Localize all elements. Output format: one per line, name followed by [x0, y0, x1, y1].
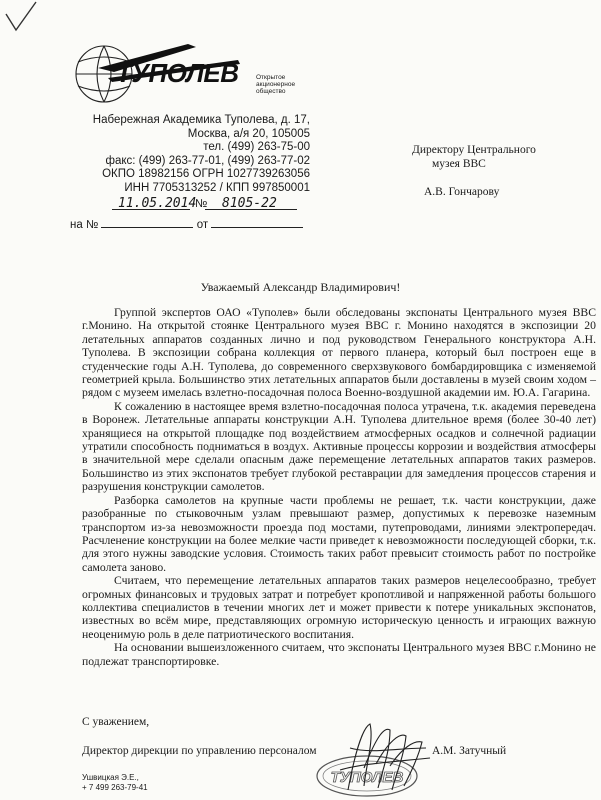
reg-date: 11.05.2014: [118, 196, 197, 211]
recipient-title-line: музея ВВС: [432, 158, 486, 170]
logo-wordmark: ТУПОЛЕВ: [116, 58, 239, 88]
logo-subtitle: [256, 74, 316, 95]
sender-address-block: [70, 114, 310, 196]
recipient-block: [412, 143, 536, 171]
sender-address-line: тел. (499) 263-75-00: [203, 141, 310, 154]
sender-address-line: ИНН 7705313252 / КПП 997850001: [124, 181, 310, 194]
executor-phone: + 7 499 263-79-41: [82, 783, 148, 792]
signatory-name: А.М. Затучный: [432, 745, 507, 757]
ref-number-blank: [101, 216, 193, 228]
logo-subtitle-line: акционерное: [256, 81, 296, 88]
recipient-title-line: Директору Центрального: [412, 144, 536, 156]
signatory-role: Директор дирекции по управлению персоналом: [82, 745, 317, 757]
ref-from: от: [196, 219, 209, 231]
closing: С уважением,: [82, 716, 150, 728]
svg-text:ТУПОЛЕВ: ТУПОЛЕВ: [330, 769, 404, 786]
reference-line: [70, 216, 303, 231]
body-paragraph: К сожалению в настоящее время взлетно-посадочная полоса утрачена, т.к. академия переведена в Воронеж. Летательные аппараты конструкции А.Н. Туполева длительное время (более 30-40 лет) хранящиеся на открытой площадке под воздействием атмосферных осадков и солнечной радиации утратили способность подниматься в воздух. Активные процессы коррозии и воздействия атмосферы в значительной мере сделали опасным даже перемещение летательных аппаратов таких размеров. Большинство из этих экспонатов требует глубокой реставрации для замедления процессов старения и разрушения конструкции самолетов.: [82, 399, 596, 494]
reg-number-symbol: №: [195, 198, 208, 210]
handwritten-check-mark: [2, 0, 42, 40]
sender-address-line: ОКПО 18982156 ОГРН 1027739263056: [102, 168, 310, 181]
ref-prefix: на №: [70, 219, 99, 231]
tupolev-logo: [68, 38, 308, 108]
executor-name: Ушвицкая Э.Е.,: [82, 773, 139, 782]
recipient-name: А.В. Гончарову: [424, 186, 500, 198]
logo-subtitle-line: общество: [256, 88, 286, 95]
body-paragraph: На основании вышеизложенного считаем, что экспонаты Центрального музея ВВС г.Монино не подлежат транспортировке.: [82, 641, 596, 668]
ref-date-blank: [211, 216, 303, 228]
executor-block: [82, 773, 148, 793]
reg-number: 8105-22: [222, 196, 277, 211]
sender-address-line: Набережная Академика Туполева, д. 17,: [92, 114, 310, 126]
body-paragraph: Разборка самолетов на крупные части проблемы не решает, т.к. части конструкции, даже разобранные по стыковочным узлам превышают размер, допустимых к перевозке наземным транспортом из-за невозможности проезда под мостами, путепроводами, линиями электропередач. Расчленение конструкции на более мелкие части приведет к невозможности последующей сборки, т.к. для этого нужны заводские условия. Стоимость таких работ превысит стоимость работ по постройке самолета заново.: [82, 493, 596, 574]
body-paragraph: Считаем, что перемещение летательных аппаратов таких размеров нецелесообразно, требует огромных финансовых и трудовых затрат и потребует кропотливой и напряженной работы большого коллектива специалистов в течении многих лет и может привести к потере уникальных экспонатов, известных во всём мире, представляющих огромную историческую ценность и играющих важную неоценимую роль в деле патриотического воспитания.: [82, 574, 596, 641]
greeting: Уважаемый Александр Владимирович!: [200, 280, 401, 294]
letter-body: [82, 306, 596, 668]
body-paragraph: Группой экспертов ОАО «Туполев» были обследованы экспонаты Центрального музея ВВС г.Монино. На открытой стоянке Центрального музея ВВС г. Монино находятся в экспозиции 20 летательных аппаратов созданных лично и под руководством Генерального конструктора А.Н. Туполева. В экспозиции собрана коллекция от первого планера, который был построен еще в студенческие годы А.Н. Туполева, до современного сверхзвукового бомбардировщика с изменяемой геометрией крыла. Большинство этих летательных аппаратов были доставлены в музей своим ходом – рядом с музеем имелась взлетно-посадочная полоса Военно-воздушной академии им. Ю.А. Гагарина.: [82, 306, 596, 400]
sender-address-line: Москва, а/я 20, 105005: [187, 127, 310, 140]
sender-address-line: факс: (499) 263-77-01, (499) 263-77-02: [105, 154, 310, 167]
handwritten-signature: [330, 718, 440, 798]
logo-subtitle-line: Открытое: [256, 74, 286, 81]
